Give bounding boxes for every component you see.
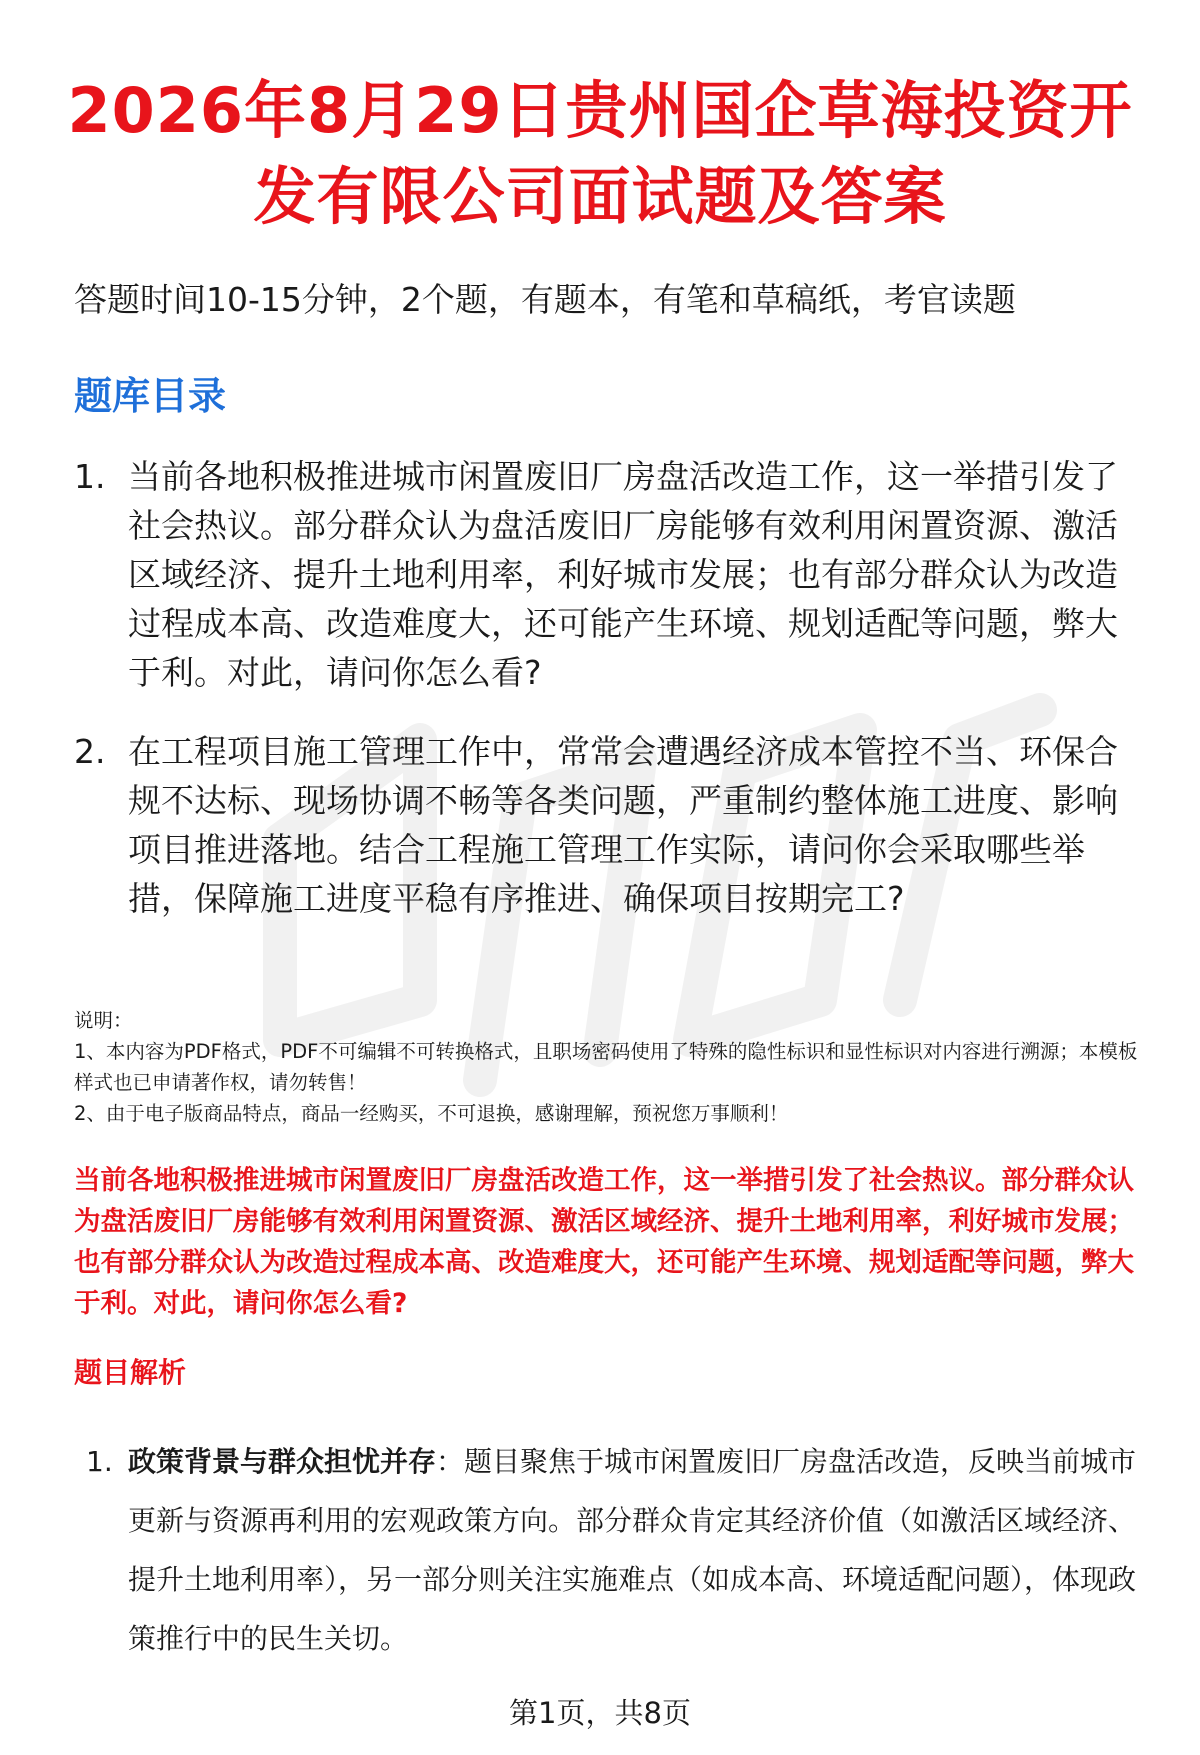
analysis-item-text: ：题目聚焦于城市闲置废旧厂房盘活改造，反映当前城市更新与资源再利用的宏观政策方向。部分群众肯定其经济价值（如激活区域经济、提升土地利用率），另一部分则关注实施难点（如成本高、环境适配问题），体现政策推行中的民生关切。 (128, 1445, 1137, 1655)
analysis-heading: 题目解析 (74, 1356, 187, 1389)
toc-heading: 题库目录 (74, 374, 227, 418)
notes-line: 2、由于电子版商品特点，商品一经购买，不可退换，感谢理解，预祝您万事顺利！ (74, 1102, 789, 1125)
page-title: 2026年8月29日贵州国企草海投资开发有限公司面试题及答案 (67, 74, 1133, 233)
question-number: 2. (74, 732, 106, 771)
notes-line: 1、本内容为PDF格式，PDF不可编辑不可转换格式，且职场密码使用了特殊的隐性标识和显性标识对内容进行溯源；本模板样式也已申请著作权，请勿转售！ (74, 1040, 1138, 1094)
question-item (74, 452, 1134, 697)
analysis-item (86, 1432, 1146, 1668)
exam-info: 答题时间10-15分钟，2个题，有题本，有笔和草稿纸，考官读题 (74, 280, 1016, 319)
analysis-item-title: 政策背景与群众担忧并存 (128, 1445, 437, 1478)
page-footer: 第1页，共8页 (509, 1696, 691, 1730)
notes (74, 1005, 1154, 1129)
notes-heading: 说明： (74, 1009, 133, 1032)
question-text: 在工程项目施工管理工作中，常常会遭遇经济成本管控不当、环保合规不达标、现场协调不畅等各类问题，严重制约整体施工进度、影响项目推进落地。结合工程施工管理工作实际，请问你会采取哪些举措，保障施工进度平稳有序推进、确保项目按期完工? (128, 732, 1118, 918)
analysis-number: 1. (86, 1445, 113, 1478)
question-number: 1. (74, 457, 106, 496)
question-item (74, 727, 1134, 923)
analysis-list (86, 1432, 1146, 1668)
question-list (74, 452, 1134, 953)
highlighted-question: 当前各地积极推进城市闲置废旧厂房盘活改造工作，这一举措引发了社会热议。部分群众认为盘活废旧厂房能够有效利用闲置资源、激活区域经济、提升土地利用率，利好城市发展；也有部分群众认为改造过程成本高、改造难度大，还可能产生环境、规划适配等问题，弊大于利。对此，请问你怎么看? (74, 1165, 1134, 1319)
question-text: 当前各地积极推进城市闲置废旧厂房盘活改造工作，这一举措引发了社会热议。部分群众认为盘活废旧厂房能够有效利用闲置资源、激活区域经济、提升土地利用率，利好城市发展；也有部分群众认为改造过程成本高、改造难度大，还可能产生环境、规划适配等问题，弊大于利。对此，请问你怎么看? (128, 457, 1118, 692)
